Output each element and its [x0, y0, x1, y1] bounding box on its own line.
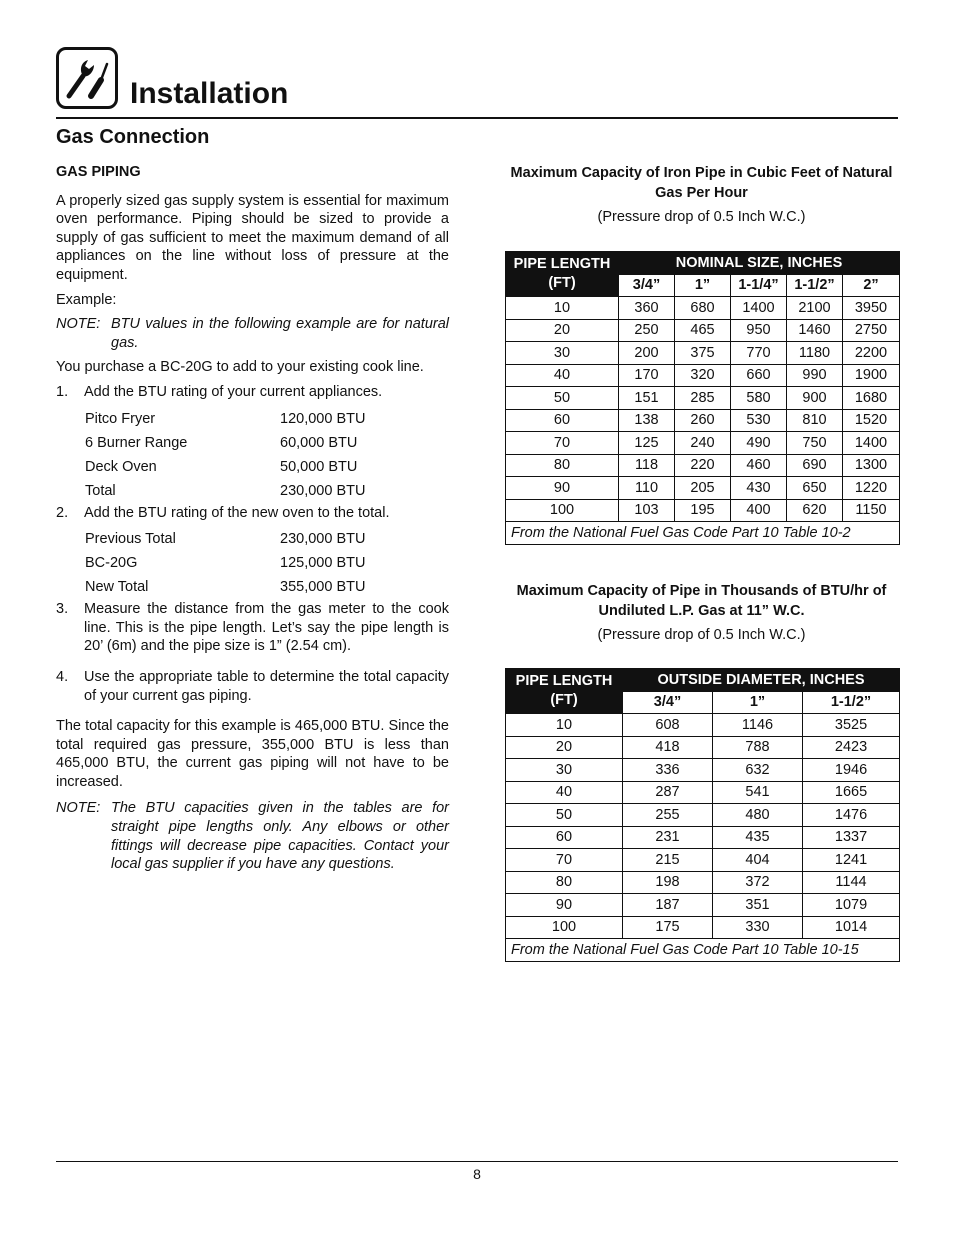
- table2-subtitle: (Pressure drop of 0.5 Inch W.C.): [597, 627, 806, 643]
- capacity-cell: 372: [713, 871, 803, 894]
- capacity-cell: 198: [623, 871, 713, 894]
- capacity-cell: 990: [787, 364, 843, 387]
- capacity-cell: 435: [713, 826, 803, 849]
- step-text: Add the BTU rating of your current appliances.: [84, 383, 383, 400]
- capacity-cell: 220: [675, 454, 731, 477]
- capacity-cell: 650: [787, 477, 843, 500]
- table-row: [506, 781, 900, 804]
- capacity-cell: 1220: [843, 477, 900, 500]
- note-label: NOTE:: [56, 316, 101, 333]
- pipe-length-cell: 50: [506, 804, 623, 827]
- capacity-cell: 175: [623, 916, 713, 939]
- capacity-cell: 1400: [843, 432, 900, 455]
- capacity-cell: 2750: [843, 319, 900, 342]
- page-title: Installation: [130, 77, 289, 110]
- table-source: From the National Fuel Gas Code Part 10 Table 10-15: [506, 939, 900, 962]
- table-row: [506, 736, 900, 759]
- column-header: 1-1/2”: [787, 274, 843, 297]
- table-row: [506, 432, 900, 455]
- capacity-cell: 3525: [803, 714, 900, 737]
- table-row: [506, 477, 900, 500]
- step-number: 4.: [56, 668, 69, 685]
- capacity-cell: 490: [731, 432, 787, 455]
- capacity-cell: 1079: [803, 894, 900, 917]
- capacity-cell: 1014: [803, 916, 900, 939]
- capacity-cell: 418: [623, 736, 713, 759]
- capacity-cell: 2423: [803, 736, 900, 759]
- table-row: [506, 297, 900, 320]
- capacity-cell: 255: [623, 804, 713, 827]
- capacity-cell: 200: [619, 342, 675, 365]
- column-header: 3/4”: [619, 274, 675, 297]
- capacity-cell: 810: [787, 409, 843, 432]
- step-2: [56, 504, 449, 523]
- step-1: [56, 383, 449, 402]
- list-item: Deck Oven 50,000 BTU: [85, 458, 358, 475]
- capacity-cell: 950: [731, 319, 787, 342]
- footer-divider: [56, 1161, 898, 1162]
- capacity-cell: 375: [675, 342, 731, 365]
- pipe-length-cell: 70: [506, 432, 619, 455]
- conclusion-paragraph: The total capacity for this example is 465,000 BTU. Since the total required gas pressure, 355,000 BTU is less than 465,000 BTU, the current gas piping will not have to be increased.: [56, 718, 449, 790]
- capacity-cell: 465: [675, 319, 731, 342]
- pipe-length-cell: 30: [506, 759, 623, 782]
- capacity-cell: 530: [731, 409, 787, 432]
- table-row: [506, 387, 900, 410]
- capacity-cell: 2100: [787, 297, 843, 320]
- list-item: Pitco Fryer 120,000 BTU: [85, 410, 366, 427]
- capacity-cell: 110: [619, 477, 675, 500]
- table1-title: Maximum Capacity of Iron Pipe in Cubic Feet of Natural Gas Per Hour: [510, 165, 893, 201]
- note-text: BTU values in the following example are for natural gas.: [111, 316, 449, 351]
- intro-paragraph: A properly sized gas supply system is essential for maximum oven performance. Piping should be sized to provide a supply of gas sufficient to meet the maximum demand of all appliances on the line without loss of pressure at the equipment.: [56, 192, 449, 283]
- capacity-cell: 125: [619, 432, 675, 455]
- table-row: [506, 894, 900, 917]
- capacity-cell: 460: [731, 454, 787, 477]
- row-header: PIPE LENGTH (FT): [506, 669, 623, 714]
- capacity-cell: 118: [619, 454, 675, 477]
- capacity-cell: 1241: [803, 849, 900, 872]
- group-header: OUTSIDE DIAMETER, INCHES: [623, 669, 900, 692]
- step-text: Measure the distance from the gas meter to the cook line. This is the pipe length. Let’s say the pipe length is 20’ (6m) and the pipe size is 1” (2.54 cm).: [84, 601, 449, 655]
- table-body: [506, 714, 900, 939]
- capacity-cell: 1946: [803, 759, 900, 782]
- capacity-cell: 1144: [803, 871, 900, 894]
- capacity-cell: 480: [713, 804, 803, 827]
- capacity-cell: 320: [675, 364, 731, 387]
- table-row: [506, 342, 900, 365]
- table-row: [506, 409, 900, 432]
- table-row: [506, 454, 900, 477]
- capacity-cell: 1680: [843, 387, 900, 410]
- pipe-length-cell: 20: [506, 736, 623, 759]
- capacity-cell: 690: [787, 454, 843, 477]
- capacity-cell: 151: [619, 387, 675, 410]
- purchase-paragraph: You purchase a BC-20G to add to your existing cook line.: [56, 359, 424, 376]
- capacity-cell: 900: [787, 387, 843, 410]
- table-source: From the National Fuel Gas Code Part 10 Table 10-2: [506, 522, 900, 545]
- row-header: PIPE LENGTH (FT): [506, 252, 619, 297]
- list-item: Previous Total 230,000 BTU: [85, 531, 366, 548]
- capacity-cell: 187: [623, 894, 713, 917]
- table-row: [506, 804, 900, 827]
- lp-gas-capacity-table: [505, 668, 900, 962]
- table-row: [506, 319, 900, 342]
- capacity-cell: 680: [675, 297, 731, 320]
- capacity-cell: 170: [619, 364, 675, 387]
- header-divider: [56, 117, 898, 119]
- step-number: 2.: [56, 504, 69, 521]
- capacity-cell: 660: [731, 364, 787, 387]
- new-total-list: [56, 527, 449, 599]
- capacity-cell: 215: [623, 849, 713, 872]
- pipe-length-cell: 10: [506, 714, 623, 737]
- capacity-cell: 788: [713, 736, 803, 759]
- capacity-cell: 205: [675, 477, 731, 500]
- pipe-length-cell: 40: [506, 364, 619, 387]
- capacity-cell: 580: [731, 387, 787, 410]
- note-label: NOTE:: [56, 800, 101, 817]
- column-header: 1-1/4”: [731, 274, 787, 297]
- step-3: [56, 600, 449, 656]
- capacity-cell: 351: [713, 894, 803, 917]
- current-appliances-list: [56, 407, 449, 503]
- capacity-cell: 632: [713, 759, 803, 782]
- capacity-cell: 1180: [787, 342, 843, 365]
- table-row: [506, 826, 900, 849]
- column-header: 2”: [843, 274, 900, 297]
- capacity-cell: 330: [713, 916, 803, 939]
- capacity-cell: 1665: [803, 781, 900, 804]
- column-header: 1-1/2”: [803, 691, 900, 714]
- capacity-cell: 1520: [843, 409, 900, 432]
- step-number: 3.: [56, 601, 69, 618]
- capacity-cell: 336: [623, 759, 713, 782]
- list-item: BC-20G 125,000 BTU: [85, 555, 366, 572]
- list-item: Total 230,000 BTU: [85, 482, 366, 499]
- pipe-length-cell: 90: [506, 894, 623, 917]
- capacity-cell: 400: [731, 499, 787, 522]
- capacity-cell: 1337: [803, 826, 900, 849]
- table-row: [506, 871, 900, 894]
- capacity-cell: 430: [731, 477, 787, 500]
- capacity-cell: 1476: [803, 804, 900, 827]
- table2-title: Maximum Capacity of Pipe in Thousands of BTU/hr of Undiluted L.P. Gas at 11” W.C.: [516, 583, 887, 619]
- step-text: Add the BTU rating of the new oven to the total.: [84, 504, 390, 521]
- table-row: [506, 849, 900, 872]
- table-row: [506, 759, 900, 782]
- capacity-cell: 541: [713, 781, 803, 804]
- pipe-length-cell: 70: [506, 849, 623, 872]
- pipe-length-cell: 20: [506, 319, 619, 342]
- table-row: [506, 499, 900, 522]
- capacity-cell: 103: [619, 499, 675, 522]
- capacity-cell: 260: [675, 409, 731, 432]
- capacity-cell: 2200: [843, 342, 900, 365]
- capacity-cell: 195: [675, 499, 731, 522]
- table-row: [506, 364, 900, 387]
- pipe-length-cell: 80: [506, 871, 623, 894]
- pipe-length-cell: 10: [506, 297, 619, 320]
- tools-icon: [56, 47, 118, 109]
- pipe-length-cell: 100: [506, 916, 623, 939]
- capacity-cell: 1150: [843, 499, 900, 522]
- capacity-cell: 240: [675, 432, 731, 455]
- capacity-cell: 360: [619, 297, 675, 320]
- table-row: [506, 714, 900, 737]
- group-header: NOMINAL SIZE, INCHES: [619, 252, 900, 275]
- capacity-cell: 1900: [843, 364, 900, 387]
- note-2: [56, 799, 449, 873]
- column-header: 1”: [675, 274, 731, 297]
- pipe-length-cell: 60: [506, 409, 619, 432]
- capacity-cell: 287: [623, 781, 713, 804]
- capacity-cell: 231: [623, 826, 713, 849]
- pipe-length-cell: 40: [506, 781, 623, 804]
- capacity-cell: 750: [787, 432, 843, 455]
- capacity-cell: 138: [619, 409, 675, 432]
- step-number: 1.: [56, 383, 69, 400]
- iron-pipe-capacity-table: [505, 251, 900, 545]
- column-header: 1”: [713, 691, 803, 714]
- step-4: [56, 668, 449, 705]
- pipe-length-cell: 60: [506, 826, 623, 849]
- page-number: 8: [473, 1166, 481, 1182]
- capacity-cell: 770: [731, 342, 787, 365]
- note-1: [56, 315, 449, 352]
- list-item: New Total 355,000 BTU: [85, 579, 366, 596]
- capacity-cell: 404: [713, 849, 803, 872]
- table-body: [506, 297, 900, 522]
- pipe-length-cell: 30: [506, 342, 619, 365]
- capacity-cell: 1460: [787, 319, 843, 342]
- capacity-cell: 1400: [731, 297, 787, 320]
- pipe-length-cell: 50: [506, 387, 619, 410]
- pipe-length-cell: 80: [506, 454, 619, 477]
- capacity-cell: 620: [787, 499, 843, 522]
- table1-subtitle: (Pressure drop of 0.5 Inch W.C.): [597, 209, 806, 225]
- capacity-cell: 1300: [843, 454, 900, 477]
- section-title: Gas Connection: [56, 126, 210, 148]
- example-label: Example:: [56, 291, 117, 308]
- capacity-cell: 608: [623, 714, 713, 737]
- note-text: The BTU capacities given in the tables are for straight pipe lengths only. Any elbows or other fittings will decrease pipe capacities. Contact your local gas supplier if you have any questions.: [111, 800, 449, 873]
- column-header: 3/4”: [623, 691, 713, 714]
- pipe-length-cell: 100: [506, 499, 619, 522]
- gas-piping-instructions: [56, 163, 449, 874]
- capacity-cell: 250: [619, 319, 675, 342]
- capacity-cell: 1146: [713, 714, 803, 737]
- list-item: 6 Burner Range 60,000 BTU: [85, 434, 358, 451]
- capacity-cell: 285: [675, 387, 731, 410]
- capacity-cell: 3950: [843, 297, 900, 320]
- step-text: Use the appropriate table to determine the total capacity of your current gas piping.: [84, 668, 449, 704]
- subheading: GAS PIPING: [56, 164, 141, 180]
- pipe-length-cell: 90: [506, 477, 619, 500]
- table-row: [506, 916, 900, 939]
